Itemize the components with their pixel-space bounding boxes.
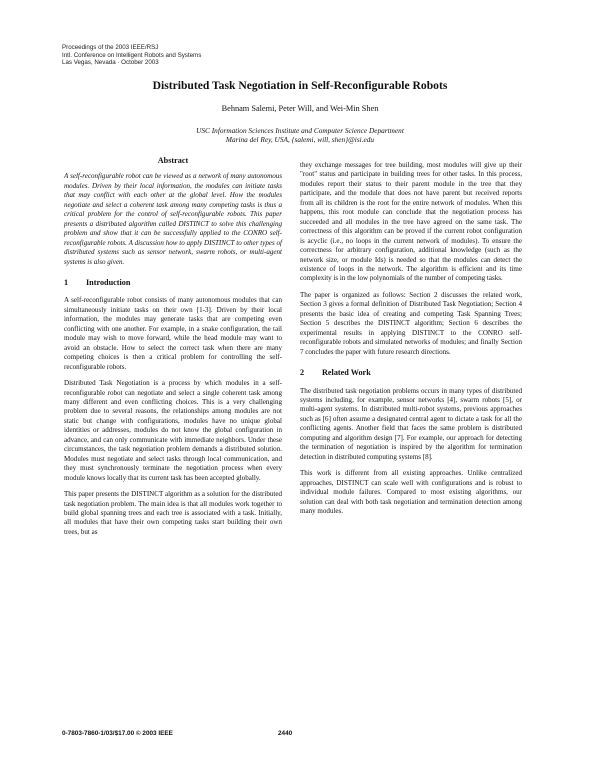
left-column (64, 156, 282, 544)
conference-line-2: Intl. Conference on Intelligent Robots and Systems (62, 51, 202, 59)
affiliation (0, 126, 600, 145)
intro-paragraph-5: The paper is organized as follows: Section 2 discusses the related work, Section 3 gives a formal definition of Distributed Task Negotiation; Section 4 presents the basic idea of creating and competing Task Spanning Trees; Section 5 describes the DISTINCT algorithm; Section 6 describes the experimental results in applying DISTINCT to the CONRO self-reconfigurable robots and simulated networks of modules; and finally Section 7 concludes the paper with future research directions. (300, 290, 522, 356)
conference-line-3: Las Vegas, Nevada · October 2003 (62, 59, 159, 67)
related-paragraph-2: This work is different from all existing approaches. Unlike centralized approaches, DISTINCT can scale well with configurations and is robust to individual module failures. Compared to most existing algorithms, our solution can deal with both task negotiation and termination detection among many modules. (300, 469, 522, 515)
abstract-text: A self-reconfigurable robot can be viewed as a network of many autonomous modules. Driven by their local information, the modules can initiate tasks that may conflict with each other at the global level. How the modules negotiate and select a coherent task among many competing tasks is thus a critical problem for the control of self-reconfigurable robots. This paper presents a distributed algorithm called DISTINCT to solve this challenging problem and show that it can be successfully applied to the CONRO self-reconfigurable robots. A discussion how to apply DISTINCT to other types of distributed systems such as sensor network, swarm robots, or multi-agent systems is also given. (64, 172, 282, 266)
conference-line-1: Proceedings of the 2003 IEEE/RSJ (62, 44, 159, 51)
section-1-heading (64, 278, 282, 287)
page-number: 2440 (278, 730, 293, 737)
section-2-number: 2 (300, 368, 305, 378)
abstract-heading: Abstract (157, 156, 189, 165)
footer-isbn: 0-7803-7860-1/03/$17.00 © 2003 IEEE (62, 730, 173, 737)
right-column (300, 161, 522, 523)
author-list: Behnam Salemi, Peter Will, and Wei-Min Shen (221, 104, 379, 113)
section-1-title: Introduction (86, 277, 131, 287)
paper-title: Distributed Task Negotiation in Self-Reconfigurable Robots (152, 79, 448, 92)
intro-paragraph-1: A self-reconfigurable robot consists of many autonomous modules that can simultaneously initiate tasks on their own [1-3]. Driven by their local information, the modules may generate tasks that are competing even conflicting with one another. For example, in a snake configuration, the tail module may wish to move forward, while the head module may want to avoid an obstacle. How to select the correct task when there are many competing choices is then a critical problem for controlling the self-reconfigurable robots. (64, 296, 282, 371)
affiliation-line-2: Marina del Rey, USA, {salemi, will, shen}@isi.edu (225, 135, 375, 145)
section-1-number: 1 (64, 277, 69, 287)
related-paragraph-1: The distributed task negotiation problems occurs in many types of distributed systems including, for example, sensor networks [4], swarm robots [5], or multi-agent systems. In distributed multi-robot systems, previous approaches such as [6] often assume a designated central agent to dictate a task for all the conflicting agents. Another field that faces the same problem is distributed computing and algorithm design [7]. For example, our approach for detecting the termination of negotiation is inspired by the algorithm for termination detection in distributed computing systems [8]. (300, 386, 522, 461)
affiliation-line-1: USC Information Sciences Institute and Computer Science Department (196, 126, 404, 135)
section-2-title: Related Work (322, 368, 371, 378)
conference-info (62, 44, 201, 67)
intro-paragraph-4: they exchange messages for tree building, most modules will give up their "root" status and participate in building trees for other tasks. In this process, modules report their status to their parent module in the tree that they participate, and the module that does not have parent but received reports from all its children is the root for the entire network of modules. When this happens, this root module can conclude that the negotiation process has succeeded and all modules in the tree have agreed on the same task. The correctness of this algorithm can be proved if the current robot configuration is acyclic (i.e., no loops in the current network of modules). To ensure the correctness for arbitrary configuration, additional knowledge (such as the network size, or module Ids) is needed so that the modules can detect the existence of loops in the network. The algorithm is efficient and its time complexity is in the low polynomials of the number of competing tasks. (300, 161, 522, 283)
section-2-heading (300, 368, 522, 377)
intro-paragraph-2: Distributed Task Negotiation is a process by which modules in a self-reconfigurable robot can negotiate and select a single coherent task among many different and even conflicting choices. This is a very challenging problem due to several reasons, the relationships among modules are not static but change with configurations, modules have no unique global identities or addresses, modules do not know the global configuration in advance, and can only communicate with immediate neighbors. Under these circumstances, the task negotiation problem demands a distributed solution. Modules must negotiate and select tasks through local communication, and they must synchronously terminate the negotiation process when every module knows locally that its current task has been accepted globally. (64, 379, 282, 482)
intro-paragraph-3: This paper presents the DISTINCT algorithm as a solution for the distributed task negotiation problem. The main idea is that all modules work together to build global spanning trees and each tree is associated with a task. Initially, all modules that have their own competing tasks start building their own trees, but as (64, 490, 282, 536)
